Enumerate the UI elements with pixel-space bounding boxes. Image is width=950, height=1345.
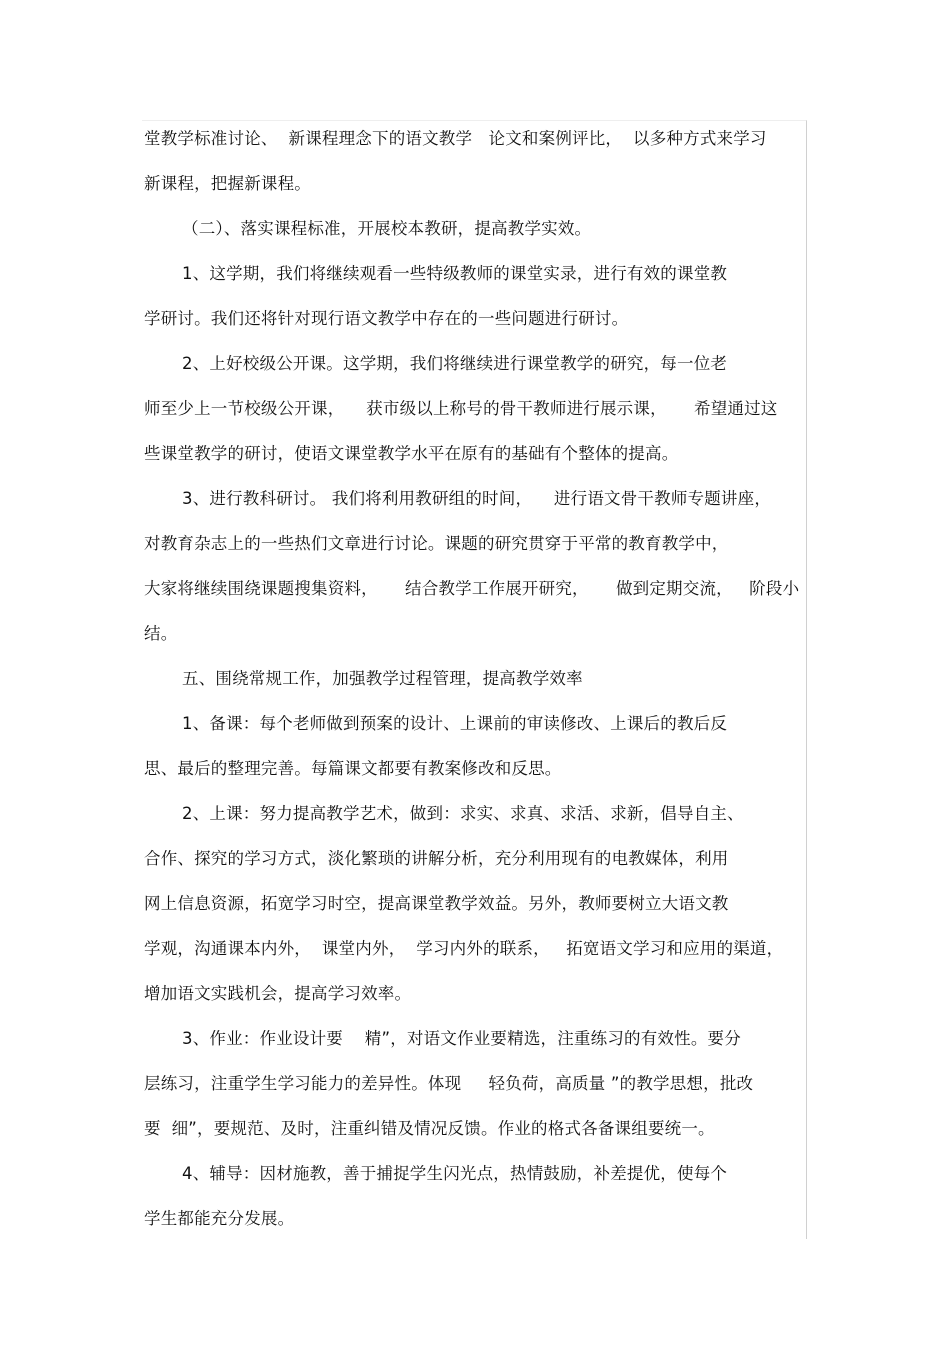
text-line-12: 结。 [144,624,178,643]
text-line-4: 1、这学期，我们将继续观看一些特级教师的课堂实录，进行有效的课堂教 [182,264,728,283]
text-line-19: 学观，沟通课本内外， 课堂内外， 学习内外的联系， 拓宽语文学习和应用的渠道， [144,939,784,958]
text-line-20: 增加语文实践机会，提高学习效率。 [144,984,412,1003]
section-heading: 五、围绕常规工作，加强教学过程管理，提高教学效率 [182,669,583,688]
text-line-10: 对教育杂志上的一些热们文章进行讨论。课题的研究贯穿于平常的教育教学中， [144,534,729,553]
text-line-23: 要 细”，要规范、及时，注重纠错及情况反馈。作业的格式各备课组要统一。 [144,1119,715,1138]
text-line-8: 些课堂教学的研讨，使语文课堂教学水平在原有的基础有个整体的提高。 [144,444,679,463]
text-line-7: 师至少上一节校级公开课， 获市级以上称号的骨干教师进行展示课， 希望通过这 [144,399,778,418]
text-line-11: 大家将继续围绕课题搜集资料， 结合教学工作展开研究， 做到定期交流， 阶段小 [144,579,800,598]
text-line-21: 3、作业：作业设计要 精”，对语文作业要精选，注重练习的有效性。要分 [182,1029,741,1048]
text-line-1: 堂教学标准讨论、 新课程理念下的语文教学 论文和案例评比， 以多种方式来学习 [144,129,767,148]
text-line-3: （二）、落实课程标准，开展校本教研，提高教学实效。 [182,219,592,238]
text-line-16: 2、上课：努力提高教学艺术，做到：求实、求真、求活、求新，倡导自主、 [182,804,744,823]
text-line-18: 网上信息资源，拓宽学习时空，提高课堂教学效益。另外，教师要树立大语文教 [144,894,729,913]
text-line-17: 合作、探究的学习方式，淡化繁琐的讲解分析，充分利用现有的电教媒体，利用 [144,849,729,868]
text-line-15: 思、最后的整理完善。每篇课文都要有教案修改和反思。 [144,759,562,778]
text-line-22: 层练习，注重学生学习能力的差异性。体现 轻负荷，高质量 ”的教学思想，批改 [144,1074,754,1093]
text-line-14: 1、备课：每个老师做到预案的设计、上课前的审读修改、上课后的教后反 [182,714,728,733]
text-line-25: 学生都能充分发展。 [144,1209,295,1228]
text-line-24: 4、辅导：因材施教，善于捕捉学生闪光点，热情鼓励，补差提优，使每个 [182,1164,728,1183]
text-line-5: 学研讨。我们还将针对现行语文教学中存在的一些问题进行研讨。 [144,309,629,328]
text-line-2: 新课程，把握新课程。 [144,174,311,193]
text-line-6: 2、上好校级公开课。这学期，我们将继续进行课堂教学的研究，每一位老 [182,354,728,373]
text-line-9: 3、进行教科研讨。 我们将利用教研组的时间， 进行语文骨干教师专题讲座， [182,489,772,508]
